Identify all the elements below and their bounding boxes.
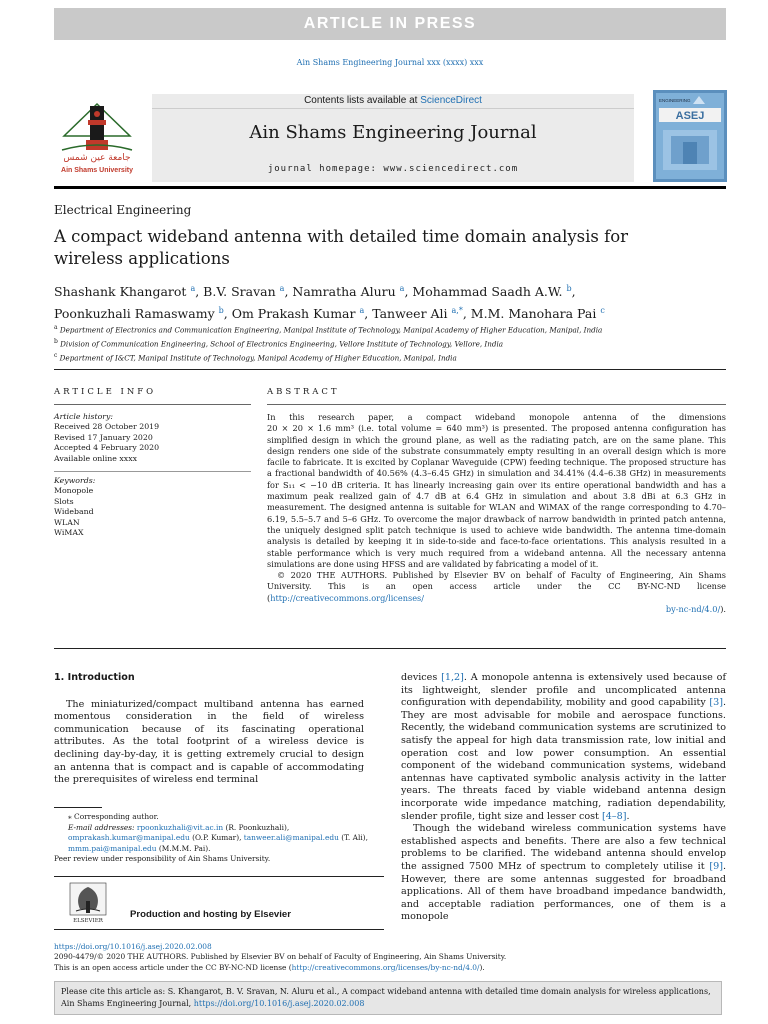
svg-text:جامعة عين شمس: جامعة عين شمس xyxy=(63,153,131,163)
footnote-rule xyxy=(54,807,102,808)
author-affiliation-marker[interactable]: a xyxy=(359,306,365,316)
contents-line: Contents lists available at ScienceDirect xyxy=(304,95,482,106)
affiliation-a: $^a$ Department of Electronics and Communication Engineering, Manipal Institute of Technology, Manipal Academy of Higher Education, Manipal, India xyxy=(54,324,603,335)
article-title: A compact wideband antenna with detailed time domain analysis for wireless applications xyxy=(54,227,629,268)
keyword: WLAN xyxy=(54,517,80,527)
header-divider xyxy=(54,369,726,370)
elsevier-logo xyxy=(68,881,108,925)
masthead-divider xyxy=(152,108,634,109)
article-section: Electrical Engineering xyxy=(54,203,192,217)
author-name: Tanweer Ali xyxy=(372,306,448,322)
history-label: Article history: xyxy=(54,412,114,421)
affiliation-b: $^b$ Division of Communication Engineering, School of Electronics Engineering, Vellore Institute of Technology, Vellore, India xyxy=(54,337,504,349)
cover-mark: ASEJ xyxy=(675,110,705,122)
article-in-press-banner: ARTICLE IN PRESS xyxy=(54,8,726,40)
university-logo xyxy=(52,100,142,178)
sciencedirect-link[interactable]: ScienceDirect xyxy=(420,95,482,106)
publication-info xyxy=(54,942,726,973)
article-info-heading: ARTICLE INFO xyxy=(54,387,157,397)
citation-link[interactable]: [4–8] xyxy=(601,810,627,822)
author-name: Shashank Khangarot xyxy=(54,284,187,300)
authors-line-2: Poonkuzhali Ramaswamy $^b$, Om Prakash Kumar $^a$, Tanweer Ali $^{a,*}$, M.M. Manohara Pai $^c$ xyxy=(54,306,605,322)
intro-paragraph: The miniaturized/compact multiband antenna has earned momentous consideration in the field of wireless communication because of its fascinating operational attributes. As the total footprint of a wireless device is declining day-by-day, it is getting extremely crucial to design an antenna that is compact and is capable of accommodating the prerequisites of wireless end terminal xyxy=(54,698,364,786)
issn-line: 2090-4479/© 2020 THE AUTHORS. Published by Elsevier BV on behalf of Faculty of Engineering, Ain Shams University. xyxy=(54,952,507,962)
article-info-separator xyxy=(54,471,251,472)
keywords-label: Keywords: xyxy=(54,476,96,486)
author-name: B.V. Sravan xyxy=(203,284,276,300)
author-name: Mohammad Saadh A.W. xyxy=(412,284,563,300)
license-link[interactable]: http://creativecommons.org/licenses/ xyxy=(270,592,425,603)
abstract-copyright: © 2020 THE AUTHORS. Published by Elsevier BV on behalf of Faculty of Engineering, Ain Shams University. This is an open access article under the CC BY-NC-ND license (http://creativecommons.org/licenses/ xyxy=(267,570,726,603)
keyword: Wideband xyxy=(54,507,94,517)
keyword: Slots xyxy=(54,496,74,506)
keyword: Monopole xyxy=(54,486,94,496)
abstract-end-rule xyxy=(54,648,726,649)
citation-link[interactable]: [1,2] xyxy=(441,672,464,683)
author-name: Namratha Aluru xyxy=(292,284,396,300)
abstract-heading: ABSTRACT xyxy=(267,387,340,397)
cite-doi-link[interactable]: https://doi.org/10.1016/j.asej.2020.02.008 xyxy=(193,998,365,1008)
email-link[interactable]: tanweer.ali@manipal.edu xyxy=(243,833,339,843)
author-affiliation-marker[interactable]: a,* xyxy=(451,306,463,316)
corresponding-author-note: ⁎ Corresponding author. xyxy=(68,812,159,821)
masthead-rule xyxy=(54,186,726,189)
journal-masthead xyxy=(152,94,634,182)
author-name: Poonkuzhali Ramaswamy xyxy=(54,306,215,322)
author-affiliation-marker[interactable]: a xyxy=(399,284,405,293)
elsevier-hosting-text: Production and hosting by Elsevier xyxy=(130,909,291,920)
author-name: M.M. Manohara Pai xyxy=(470,306,597,322)
authors-line-1: Shashank Khangarot $^a$, B.V. Sravan $^a$, Namratha Aluru $^a$, Mohammad Saadh A.W. $^b$, xyxy=(54,284,576,300)
history-online: Available online xxxx xyxy=(54,453,137,463)
author-affiliation-marker[interactable]: b xyxy=(566,284,572,293)
abstract-rule xyxy=(267,404,726,405)
history-revised: Revised 17 January 2020 xyxy=(54,432,153,442)
body-paragraph: devices [1,2]. A monopole antenna is extensively used because of its lightweight, slender profile and uncomplicated antenna configuration with dependability, mobility and good capability [3]. They are most advisable for mobile and aerospace functions. Recently, the wideband communication systems are scrutinized to satisfy the appeal for high data transmission rate, low initial and operation cost and low power consumption. An essential component of the wideband communication systems, wideband antennas have captivated symbolic analysis activity in the latter years. The threats faced by viable wideband antenna design incorporate wide impedance matching, radiation dependability, slender profile, tight size and lesser cost [4–8]. xyxy=(401,672,726,822)
section-heading-introduction: 1. Introduction xyxy=(54,672,135,683)
cover-top-text: ENGINEERING xyxy=(659,98,691,103)
journal-reference-link[interactable]: Ain Shams Engineering Journal xxx (xxxx) xxx xyxy=(296,58,484,67)
elsevier-logo-text: ELSEVIER xyxy=(73,918,103,924)
footnotes xyxy=(54,812,384,865)
author-affiliation-marker[interactable]: c xyxy=(600,306,605,316)
license-link-tail[interactable]: by-nc-nd/4.0/ xyxy=(665,604,721,615)
left-column xyxy=(54,672,364,787)
citation-link[interactable]: [3] xyxy=(709,697,723,709)
email-link[interactable]: rpoonkuzhali@vit.ac.in xyxy=(136,822,224,832)
author-list xyxy=(54,279,694,323)
author-affiliation-marker[interactable]: b xyxy=(218,306,224,316)
peer-review-note: Peer review under responsibility of Ain Shams University. xyxy=(54,854,271,864)
affiliation-c: $^c$ Department of I&CT, Manipal Institute of Technology, Manipal Academy of Higher Education, Manipal, India xyxy=(54,351,457,363)
history-received: Received 28 October 2019 xyxy=(54,422,160,432)
email-link[interactable]: mmm.pai@manipal.edu xyxy=(68,843,157,853)
abstract-body xyxy=(267,412,726,615)
journal-homepage[interactable]: journal homepage: www.sciencedirect.com xyxy=(267,164,519,174)
affiliations xyxy=(54,322,714,364)
body-paragraph: Though the wideband wireless communication systems have established aspects and benefits. There are also a few technical problems to be clarified. The wideband antenna should envelop the assigned 7500 MHz of spectrum to completely utilise it [9]. However, there are some antennas suggested for broadband applications. All of them have broadband impedance bandwidth, and acceptable radiation performances, one of them is a monopole xyxy=(401,823,726,923)
journal-title: Ain Shams Engineering Journal xyxy=(249,122,537,143)
author-affiliation-marker[interactable]: a xyxy=(190,284,196,293)
article-info-rule xyxy=(54,404,251,405)
journal-cover-image xyxy=(653,90,727,182)
author-affiliation-marker[interactable]: a xyxy=(279,284,285,293)
license-link-cont: by-nc-nd/4.0/). xyxy=(665,604,726,615)
citation-box: Please cite this article as: S. Khangarot, B. V. Sravan, N. Aluru et al., A compact wideband antenna with detailed time domain analysis for wireless applications, Ain Shams Engineering Journal, https://doi.org/10.1016/j.asej.2020.02.008 xyxy=(54,981,722,1015)
article-info xyxy=(54,412,251,538)
history-accepted: Accepted 4 February 2020 xyxy=(54,443,160,453)
elsevier-production-box xyxy=(54,876,384,930)
citation-link[interactable]: [9] xyxy=(709,860,723,872)
open-access-line: This is an open access article under the CC BY-NC-ND license (http://creativecommons.org/licenses/by-nc-nd/4.0/). xyxy=(54,962,485,972)
doi-link[interactable]: https://doi.org/10.1016/j.asej.2020.02.008 xyxy=(54,942,212,951)
abstract-text: 20 × 20 × 1.6 mm³ (i.e. total volume = 640 mm³) is presented. The proposed antenna configuration has simplified design in which the ground plane, as well as the radiating patch, are on the same plane. This design renders one side of the substrate consummately empty resulting in an overall design which is more facile to fabricate. It is excited by Coplanar Waveguide (CPW) feeding technique. The proposed structure has a fractional bandwidth of 40.56% (4.3–6.45 GHz) in simulation and 34.41% (4.4–6.38 GHz) in measurements for S₁₁ < −10 dB criteria. It has linearly increasing gain over its entire operational bandwidth and has a maximum peak realized gain of 4.7 dB at 6.4 GHz in simulation and about 3.8 dBi at 6.3 GHz in measurement. The designed antenna is suitable for WLAN and WiMAX of the range corresponding to 4.70–6.19, 5.5–5.7 and 5–6 GHz. To overcome the major drawback of narrow bandwidth in printed patch antenna, the uniquely designed split patch technique is used to achieve wide bandwidth. The antenna time-domain analysis is detailed by keeping it in side-to-side and face-to-face orientations. This analysis resulted in a stable performance which is very much required from a wideband antenna. All the necessary antenna simulations are done using HFSS and are validated by fabricating a model of it. xyxy=(267,423,726,569)
author-name: Om Prakash Kumar xyxy=(231,306,356,322)
email-addresses: E-mail addresses: rpoonkuzhali@vit.ac.in (R. Poonkuzhali), omprakash.kumar@manipal.edu (O.P. Kumar), tanweer.ali@manipal.edu (T. Ali), mmm.pai@manipal.edu (M.M.M. Pai). xyxy=(68,822,368,853)
license-link[interactable]: http://creativecommons.org/licenses/by-nc-nd/4.0/ xyxy=(291,962,480,972)
abstract-first-line: In this research paper, a compact wideband monopole antenna of the dimensions xyxy=(267,412,726,422)
right-column xyxy=(401,672,726,924)
keyword: WiMAX xyxy=(54,528,84,538)
email-link[interactable]: omprakash.kumar@manipal.edu xyxy=(68,833,190,843)
logo-text: Ain Shams University xyxy=(61,167,133,174)
